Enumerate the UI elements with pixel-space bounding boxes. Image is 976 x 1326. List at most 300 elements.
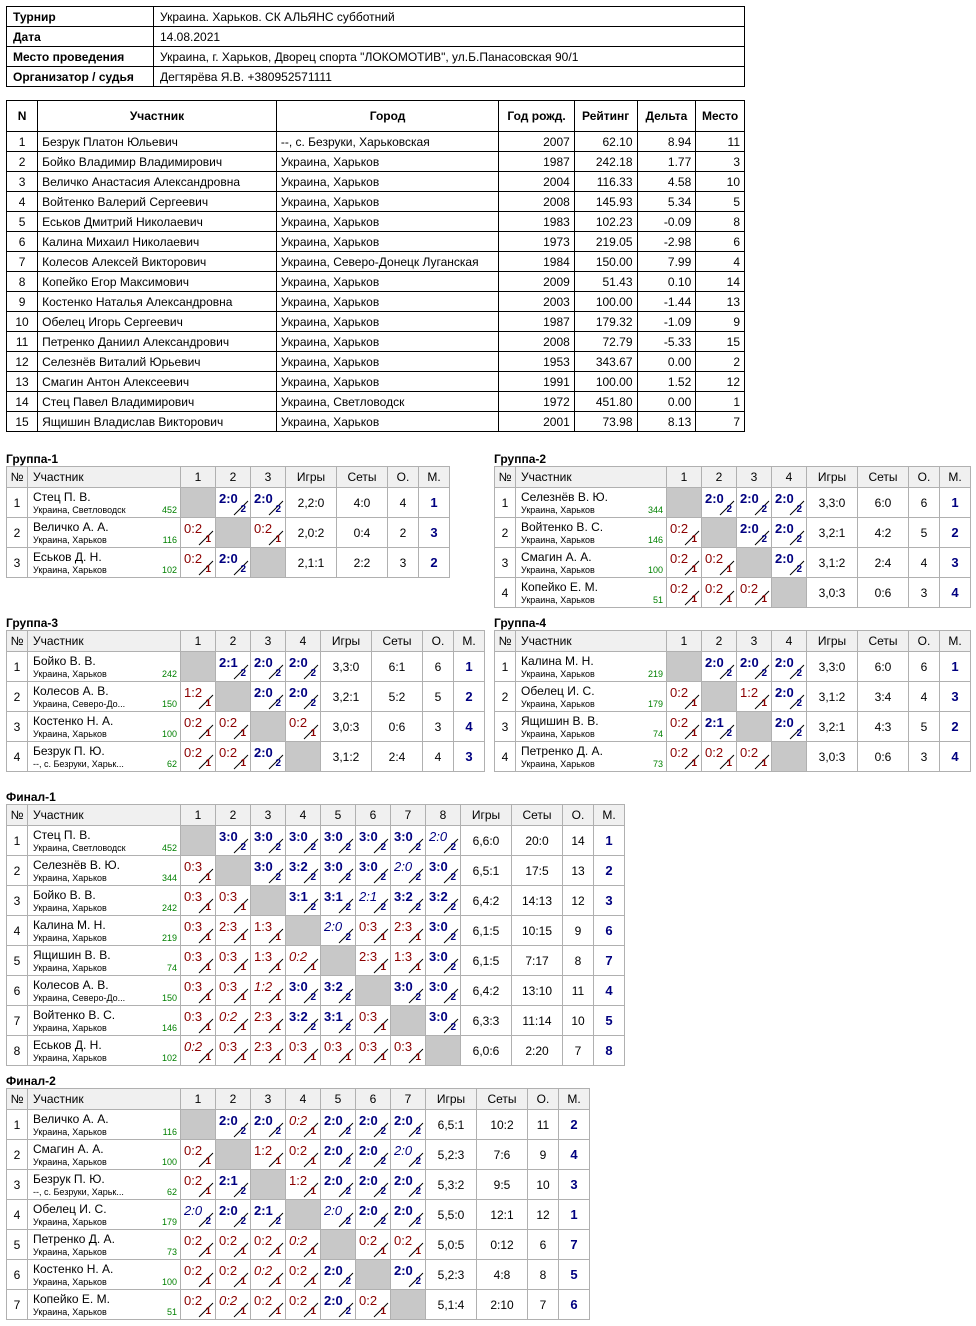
col-header: О. bbox=[563, 805, 594, 826]
table-row bbox=[7, 488, 450, 518]
col-header: О. bbox=[909, 467, 940, 488]
table-cell: 1973 bbox=[499, 232, 575, 252]
table-row bbox=[7, 682, 485, 712]
match-score: 0:2 bbox=[289, 1263, 308, 1278]
table-cell: 14 bbox=[7, 392, 38, 412]
match-score: 0:2 bbox=[254, 1233, 273, 1248]
points-cell: 5 bbox=[909, 712, 940, 742]
match-points: 1 bbox=[380, 1246, 386, 1257]
player-name: Стец П. В. bbox=[33, 490, 91, 504]
group-table bbox=[494, 466, 971, 608]
match-points: 1 bbox=[415, 1052, 421, 1063]
match-points: 1 bbox=[310, 1156, 316, 1167]
table-cell: 14 bbox=[696, 272, 745, 292]
score-cell bbox=[286, 1036, 321, 1066]
table-cell: 1.77 bbox=[637, 152, 696, 172]
score-cell bbox=[181, 548, 216, 578]
score-cell bbox=[251, 1260, 286, 1290]
table-cell: 116.33 bbox=[574, 172, 637, 192]
match-points: 2 bbox=[240, 668, 246, 679]
match-points: 1 bbox=[380, 932, 386, 943]
table-row bbox=[495, 712, 971, 742]
player-cell bbox=[28, 1200, 181, 1230]
match-points: 2 bbox=[796, 668, 802, 679]
sets-cell: 9:5 bbox=[477, 1170, 528, 1200]
score-cell bbox=[702, 488, 737, 518]
match-score: 2:0 bbox=[324, 1263, 343, 1278]
sets-cell: 2:20 bbox=[512, 1036, 563, 1066]
table-cell: Еськов Дмитрий Николаевич bbox=[38, 212, 277, 232]
group-table bbox=[6, 1088, 590, 1320]
player-name: Войтенко В. С. bbox=[33, 1008, 116, 1022]
player-name: Селезнёв В. Ю. bbox=[521, 490, 608, 504]
col-header: 3 bbox=[251, 1089, 286, 1110]
player-cell bbox=[28, 1170, 181, 1200]
points-cell: 10 bbox=[563, 1006, 594, 1036]
games-cell: 3,2:1 bbox=[807, 712, 858, 742]
games-cell: 3,0:3 bbox=[807, 742, 858, 772]
place-cell: 3 bbox=[454, 742, 485, 772]
score-cell bbox=[181, 976, 216, 1006]
place-cell: 4 bbox=[940, 578, 971, 608]
match-points: 2 bbox=[275, 698, 281, 709]
table-row bbox=[7, 1230, 590, 1260]
sets-cell: 0:6 bbox=[858, 742, 909, 772]
score-cell bbox=[737, 652, 772, 682]
player-name: Величко А. А. bbox=[33, 1112, 109, 1126]
table-cell: 2004 bbox=[499, 172, 575, 192]
player-rating: 179 bbox=[647, 699, 663, 709]
player-cell bbox=[28, 946, 181, 976]
col-header: 3 bbox=[251, 467, 286, 488]
info-value: Дегтярёва Я.В. +380952571111 bbox=[154, 67, 745, 87]
score-cell bbox=[251, 712, 286, 742]
match-score: 2:3 bbox=[394, 919, 413, 934]
match-score: 0:3 bbox=[184, 1009, 203, 1024]
match-points: 2 bbox=[345, 902, 351, 913]
points-cell: 12 bbox=[563, 886, 594, 916]
table-row bbox=[7, 712, 485, 742]
score-cell bbox=[391, 946, 426, 976]
player-name: Смагин А. А. bbox=[521, 550, 592, 564]
col-header: Участник bbox=[28, 805, 181, 826]
points-cell: 13 bbox=[563, 856, 594, 886]
score-cell bbox=[667, 548, 702, 578]
sets-cell: 10:2 bbox=[477, 1110, 528, 1140]
match-score: 2:1 bbox=[219, 1173, 238, 1188]
info-row bbox=[7, 7, 745, 27]
match-points: 2 bbox=[310, 902, 316, 913]
points-cell: 7 bbox=[528, 1290, 559, 1320]
match-points: 1 bbox=[240, 728, 246, 739]
match-points: 2 bbox=[240, 842, 246, 853]
score-cell bbox=[356, 1170, 391, 1200]
player-city: --, с. Безруки, Харьк... bbox=[33, 1187, 124, 1197]
match-score: 0:3 bbox=[324, 1039, 343, 1054]
match-score: 0:2 bbox=[184, 715, 203, 730]
match-points: 1 bbox=[205, 1052, 211, 1063]
match-score: 2:0 bbox=[219, 491, 238, 506]
points-cell: 10 bbox=[528, 1170, 559, 1200]
sets-cell: 3:4 bbox=[858, 682, 909, 712]
score-cell bbox=[216, 548, 251, 578]
match-points: 1 bbox=[415, 962, 421, 973]
table-row bbox=[7, 976, 625, 1006]
match-score: 1:2 bbox=[254, 979, 273, 994]
player-number: 5 bbox=[7, 946, 28, 976]
score-cell bbox=[426, 916, 461, 946]
match-points: 1 bbox=[691, 534, 697, 545]
games-cell: 2,0:2 bbox=[286, 518, 337, 548]
player-cell bbox=[516, 488, 667, 518]
player-number: 3 bbox=[7, 886, 28, 916]
match-points: 2 bbox=[796, 698, 802, 709]
games-cell: 3,1:2 bbox=[807, 548, 858, 578]
match-points: 2 bbox=[345, 872, 351, 883]
score-cell bbox=[251, 946, 286, 976]
table-cell: Украина, Харьков bbox=[276, 332, 498, 352]
score-cell bbox=[391, 1110, 426, 1140]
score-cell bbox=[426, 886, 461, 916]
col-header: 3 bbox=[251, 631, 286, 652]
group-table bbox=[6, 466, 450, 578]
player-city: Украина, Северо-До... bbox=[33, 993, 126, 1003]
col-header: О. bbox=[528, 1089, 559, 1110]
match-points: 2 bbox=[380, 842, 386, 853]
table-row bbox=[7, 1006, 625, 1036]
games-cell: 3,3:0 bbox=[321, 652, 372, 682]
table-row bbox=[7, 1170, 590, 1200]
col-header: № bbox=[7, 467, 28, 488]
match-score: 0:2 bbox=[184, 1293, 203, 1308]
col-header: 6 bbox=[356, 1089, 391, 1110]
place-cell: 3 bbox=[940, 682, 971, 712]
games-cell: 3,0:3 bbox=[807, 578, 858, 608]
player-rating: 102 bbox=[161, 565, 177, 575]
match-score: 0:2 bbox=[219, 745, 238, 760]
table-cell: 9 bbox=[696, 312, 745, 332]
match-score: 2:0 bbox=[775, 521, 794, 536]
col-header: 2 bbox=[216, 805, 251, 826]
score-cell bbox=[286, 916, 321, 946]
points-cell: 4 bbox=[909, 548, 940, 578]
table-cell: 8.94 bbox=[637, 132, 696, 152]
score-cell bbox=[667, 578, 702, 608]
player-number: 1 bbox=[495, 652, 516, 682]
score-cell bbox=[321, 1230, 356, 1260]
player-name: Безрук П. Ю. bbox=[33, 744, 105, 758]
score-cell bbox=[321, 916, 356, 946]
player-name: Петренко Д. А. bbox=[33, 1232, 115, 1246]
col-header: 2 bbox=[216, 631, 251, 652]
table-row bbox=[7, 232, 745, 252]
match-score: 0:2 bbox=[359, 1293, 378, 1308]
match-points: 1 bbox=[205, 932, 211, 943]
table-cell: 8 bbox=[7, 272, 38, 292]
match-points: 1 bbox=[380, 1306, 386, 1317]
table-cell: Украина, Харьков bbox=[276, 352, 498, 372]
score-cell bbox=[772, 712, 807, 742]
match-points: 2 bbox=[450, 962, 456, 973]
match-points: 1 bbox=[310, 1052, 316, 1063]
col-header: Участник bbox=[516, 467, 667, 488]
player-name: Калина М. Н. bbox=[521, 654, 594, 668]
games-cell: 5,1:4 bbox=[426, 1290, 477, 1320]
player-name: Копейко Е. М. bbox=[521, 580, 598, 594]
player-number: 1 bbox=[7, 652, 28, 682]
match-points: 1 bbox=[380, 962, 386, 973]
table-cell: Украина, Харьков bbox=[276, 412, 498, 432]
table-cell: 2008 bbox=[499, 192, 575, 212]
score-cell bbox=[216, 886, 251, 916]
player-number: 3 bbox=[7, 1170, 28, 1200]
match-points: 1 bbox=[275, 1156, 281, 1167]
score-cell bbox=[181, 946, 216, 976]
player-rating: 146 bbox=[647, 535, 663, 545]
score-cell bbox=[286, 946, 321, 976]
match-points: 1 bbox=[691, 564, 697, 575]
match-points: 1 bbox=[205, 1246, 211, 1257]
score-cell bbox=[391, 1230, 426, 1260]
match-points: 2 bbox=[415, 992, 421, 1003]
player-city: Украина, Харьков bbox=[521, 669, 595, 679]
table-cell: 1.52 bbox=[637, 372, 696, 392]
table-cell: 72.79 bbox=[574, 332, 637, 352]
match-points: 2 bbox=[415, 872, 421, 883]
table-cell: Украина, Харьков bbox=[276, 292, 498, 312]
col-header: 4 bbox=[772, 467, 807, 488]
match-points: 2 bbox=[240, 1126, 246, 1137]
col-header: 4 bbox=[286, 805, 321, 826]
place-cell: 3 bbox=[594, 886, 625, 916]
match-points: 1 bbox=[691, 728, 697, 739]
games-cell: 5,2:3 bbox=[426, 1140, 477, 1170]
player-name: Бойко В. В. bbox=[33, 888, 96, 902]
score-cell bbox=[391, 886, 426, 916]
group-title: Финал-2 bbox=[6, 1074, 56, 1088]
sets-cell: 4:2 bbox=[858, 518, 909, 548]
match-score: 2:0 bbox=[324, 1143, 343, 1158]
match-points: 2 bbox=[275, 842, 281, 853]
games-cell: 6,5:1 bbox=[461, 856, 512, 886]
match-score: 3:2 bbox=[324, 979, 343, 994]
score-cell bbox=[321, 1036, 356, 1066]
match-points: 2 bbox=[450, 932, 456, 943]
match-score: 0:2 bbox=[219, 1293, 238, 1308]
match-points: 2 bbox=[345, 992, 351, 1003]
player-cell bbox=[28, 548, 181, 578]
player-cell bbox=[516, 712, 667, 742]
player-number: 2 bbox=[495, 682, 516, 712]
table-cell: Войтенко Валерий Сергеевич bbox=[38, 192, 277, 212]
match-score: 2:0 bbox=[740, 655, 759, 670]
col-header: М. bbox=[594, 805, 625, 826]
score-cell bbox=[216, 1260, 251, 1290]
match-points: 2 bbox=[345, 932, 351, 943]
games-cell: 3,1:2 bbox=[321, 742, 372, 772]
player-cell bbox=[28, 682, 181, 712]
match-points: 1 bbox=[240, 1306, 246, 1317]
match-score: 0:2 bbox=[219, 1263, 238, 1278]
score-cell bbox=[181, 488, 216, 518]
match-points: 2 bbox=[761, 668, 767, 679]
col-header: 1 bbox=[667, 631, 702, 652]
sets-cell: 0:6 bbox=[372, 712, 423, 742]
info-row bbox=[7, 47, 745, 67]
score-cell bbox=[251, 652, 286, 682]
score-cell bbox=[667, 712, 702, 742]
player-number: 7 bbox=[7, 1006, 28, 1036]
table-cell: 6 bbox=[7, 232, 38, 252]
table-row bbox=[7, 212, 745, 232]
player-city: Украина, Харьков bbox=[521, 535, 595, 545]
place-cell: 5 bbox=[594, 1006, 625, 1036]
col-header: 1 bbox=[667, 467, 702, 488]
table-row bbox=[7, 886, 625, 916]
table-cell: -1.09 bbox=[637, 312, 696, 332]
match-score: 1:2 bbox=[254, 1143, 273, 1158]
col-header: 1 bbox=[181, 631, 216, 652]
match-score: 2:0 bbox=[705, 655, 724, 670]
place-cell: 2 bbox=[419, 548, 450, 578]
score-cell bbox=[251, 886, 286, 916]
player-city: Украина, Харьков bbox=[33, 535, 107, 545]
player-rating: 73 bbox=[166, 1247, 177, 1257]
table-cell: 5.34 bbox=[637, 192, 696, 212]
group-title: Финал-1 bbox=[6, 790, 56, 804]
match-score: 0:3 bbox=[394, 1039, 413, 1054]
match-score: 2:0 bbox=[324, 919, 343, 934]
table-cell: Калина Михаил Николаевич bbox=[38, 232, 277, 252]
score-cell bbox=[251, 1006, 286, 1036]
score-cell bbox=[321, 886, 356, 916]
place-cell: 4 bbox=[559, 1140, 590, 1170]
place-cell: 5 bbox=[559, 1260, 590, 1290]
match-score: 0:3 bbox=[359, 1039, 378, 1054]
player-number: 4 bbox=[7, 1200, 28, 1230]
player-rating: 116 bbox=[162, 535, 177, 545]
group-header-row bbox=[495, 467, 971, 488]
match-points: 2 bbox=[450, 992, 456, 1003]
score-cell bbox=[356, 946, 391, 976]
table-cell: 8.13 bbox=[637, 412, 696, 432]
player-cell bbox=[516, 652, 667, 682]
player-rating: 102 bbox=[161, 1053, 177, 1063]
match-score: 2:0 bbox=[359, 1113, 378, 1128]
player-cell bbox=[28, 1260, 181, 1290]
table-cell: 2 bbox=[696, 352, 745, 372]
match-score: 0:3 bbox=[184, 949, 203, 964]
player-name: Безрук П. Ю. bbox=[33, 1172, 105, 1186]
score-cell bbox=[391, 856, 426, 886]
table-row bbox=[7, 412, 745, 432]
match-points: 2 bbox=[275, 872, 281, 883]
score-cell bbox=[426, 826, 461, 856]
player-name: Колесов А. В. bbox=[33, 684, 109, 698]
match-score: 3:0 bbox=[289, 829, 308, 844]
score-cell bbox=[321, 1140, 356, 1170]
col-header: № bbox=[495, 467, 516, 488]
match-score: 2:0 bbox=[184, 1203, 203, 1218]
score-cell bbox=[286, 1170, 321, 1200]
table-cell: Украина, Харьков bbox=[276, 192, 498, 212]
col-header: Сеты bbox=[858, 467, 909, 488]
player-number: 7 bbox=[7, 1290, 28, 1320]
score-cell bbox=[321, 946, 356, 976]
match-points: 2 bbox=[415, 1216, 421, 1227]
score-cell bbox=[356, 826, 391, 856]
col-header: М. bbox=[419, 467, 450, 488]
match-score: 0:2 bbox=[289, 949, 308, 964]
player-city: Украина, Харьков bbox=[521, 505, 595, 515]
match-points: 1 bbox=[691, 758, 697, 769]
player-city: Украина, Светловодск bbox=[33, 843, 126, 853]
match-points: 1 bbox=[205, 1156, 211, 1167]
table-cell: Величко Анастасия Александровна bbox=[38, 172, 277, 192]
score-cell bbox=[216, 1200, 251, 1230]
match-points: 1 bbox=[380, 1052, 386, 1063]
col-header: 3 bbox=[737, 631, 772, 652]
match-points: 1 bbox=[240, 992, 246, 1003]
table-row bbox=[7, 192, 745, 212]
table-cell: 11 bbox=[696, 132, 745, 152]
info-label: Турнир bbox=[7, 7, 154, 27]
player-name: Обелец И. С. bbox=[521, 684, 595, 698]
info-row bbox=[7, 27, 745, 47]
match-score: 3:0 bbox=[324, 829, 343, 844]
match-points: 2 bbox=[450, 842, 456, 853]
match-score: 2:0 bbox=[359, 1143, 378, 1158]
table-cell: 242.18 bbox=[574, 152, 637, 172]
score-cell bbox=[321, 1260, 356, 1290]
score-cell bbox=[702, 712, 737, 742]
score-cell bbox=[772, 488, 807, 518]
info-value: 14.08.2021 bbox=[154, 27, 745, 47]
games-cell: 6,1:5 bbox=[461, 946, 512, 976]
match-points: 2 bbox=[415, 902, 421, 913]
table-row bbox=[7, 1036, 625, 1066]
col-header: 1 bbox=[181, 467, 216, 488]
player-cell bbox=[28, 1140, 181, 1170]
match-points: 2 bbox=[415, 1156, 421, 1167]
score-cell bbox=[251, 1170, 286, 1200]
table-cell: 4 bbox=[696, 252, 745, 272]
match-points: 2 bbox=[796, 504, 802, 515]
match-score: 2:3 bbox=[254, 1009, 273, 1024]
match-score: 0:2 bbox=[254, 521, 273, 536]
score-cell bbox=[356, 1230, 391, 1260]
score-cell bbox=[286, 1290, 321, 1320]
col-header: № bbox=[7, 1089, 28, 1110]
col-header: Игры bbox=[426, 1089, 477, 1110]
match-score: 1:3 bbox=[394, 949, 413, 964]
group-header-row bbox=[7, 631, 485, 652]
match-score: 2:0 bbox=[219, 551, 238, 566]
table-cell: 2008 bbox=[499, 332, 575, 352]
score-cell bbox=[216, 742, 251, 772]
player-number: 5 bbox=[7, 1230, 28, 1260]
match-points: 1 bbox=[205, 564, 211, 575]
player-cell bbox=[28, 1110, 181, 1140]
sets-cell: 13:10 bbox=[512, 976, 563, 1006]
match-points: 1 bbox=[205, 1022, 211, 1033]
points-cell: 14 bbox=[563, 826, 594, 856]
score-cell bbox=[356, 916, 391, 946]
col-header: 2 bbox=[216, 1089, 251, 1110]
match-score: 0:2 bbox=[705, 745, 724, 760]
score-cell bbox=[216, 518, 251, 548]
table-cell: 2 bbox=[7, 152, 38, 172]
